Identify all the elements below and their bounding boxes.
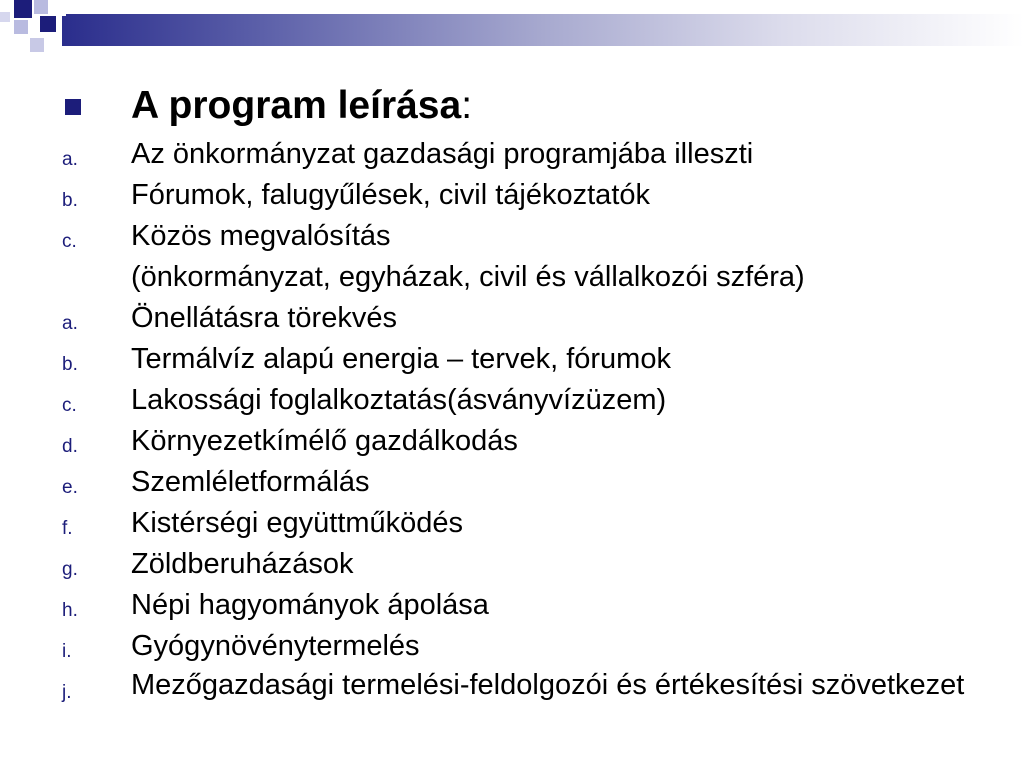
slide-title-bold: A program leírása — [131, 84, 462, 127]
list-item-text: Szemléletformálás — [131, 466, 370, 498]
deco-square-dark — [14, 0, 32, 18]
square-bullet-icon — [65, 99, 81, 115]
slide-title — [131, 82, 472, 130]
slide-title-row — [0, 82, 1024, 130]
list-item-text: Kistérségi együttműködés — [131, 507, 464, 539]
list-item-text: Termálvíz alapú energia – tervek, fórumok — [131, 343, 671, 375]
list-item-text: Gyógynövénytermelés — [131, 630, 420, 662]
list-marker: d. — [62, 436, 78, 457]
list-item — [0, 629, 1024, 670]
list-item — [0, 670, 1024, 736]
list-marker: j. — [62, 682, 72, 703]
list-item — [0, 383, 1024, 424]
list-marker: a. — [62, 313, 78, 334]
list-item-text: Önellátásra törekvés — [131, 302, 397, 334]
bullet-list — [0, 137, 1024, 736]
list-item-text: Mezőgazdasági termelési-feldolgozói és értékesítési szövetkezet — [131, 669, 965, 701]
list-item — [0, 342, 1024, 383]
deco-square-light — [34, 0, 48, 14]
list-item — [0, 424, 1024, 465]
list-marker: f. — [62, 518, 73, 539]
list-item — [0, 547, 1024, 588]
list-item-text: Népi hagyományok ápolása — [131, 589, 489, 621]
list-marker: i. — [62, 641, 72, 662]
list-item-text: Közös megvalósítás — [131, 220, 391, 252]
deco-square-light — [50, 0, 66, 16]
header-decoration — [0, 0, 1024, 60]
header-gradient-bar — [62, 14, 1024, 46]
list-marker: c. — [62, 231, 77, 252]
list-item-text: (önkormányzat, egyházak, civil és vállalkozói szféra) — [131, 261, 805, 293]
list-item-text: Lakossági foglalkoztatás(ásványvízüzem) — [131, 384, 667, 416]
list-item — [0, 301, 1024, 342]
list-marker: a. — [62, 149, 78, 170]
list-marker: h. — [62, 600, 78, 621]
deco-square-dark — [40, 16, 56, 32]
list-item-continuation — [0, 260, 1024, 301]
list-marker: e. — [62, 477, 78, 498]
deco-square-light — [14, 20, 28, 34]
list-marker: c. — [62, 395, 77, 416]
slide-title-suffix: : — [461, 84, 473, 127]
list-marker: b. — [62, 354, 78, 375]
list-item-text: Környezetkímélő gazdálkodás — [131, 425, 518, 457]
deco-square-light — [0, 12, 10, 22]
list-marker: b. — [62, 190, 78, 211]
list-item — [0, 137, 1024, 178]
list-marker: g. — [62, 559, 78, 580]
list-item — [0, 178, 1024, 219]
list-item-text: Az önkormányzat gazdasági programjába illeszti — [131, 138, 754, 170]
list-item — [0, 506, 1024, 547]
list-item — [0, 588, 1024, 629]
list-item — [0, 465, 1024, 506]
deco-square-light — [30, 38, 44, 52]
list-item-text: Zöldberuházások — [131, 548, 354, 580]
list-item — [0, 219, 1024, 260]
list-item-text: Fórumok, falugyűlések, civil tájékoztatók — [131, 179, 650, 211]
